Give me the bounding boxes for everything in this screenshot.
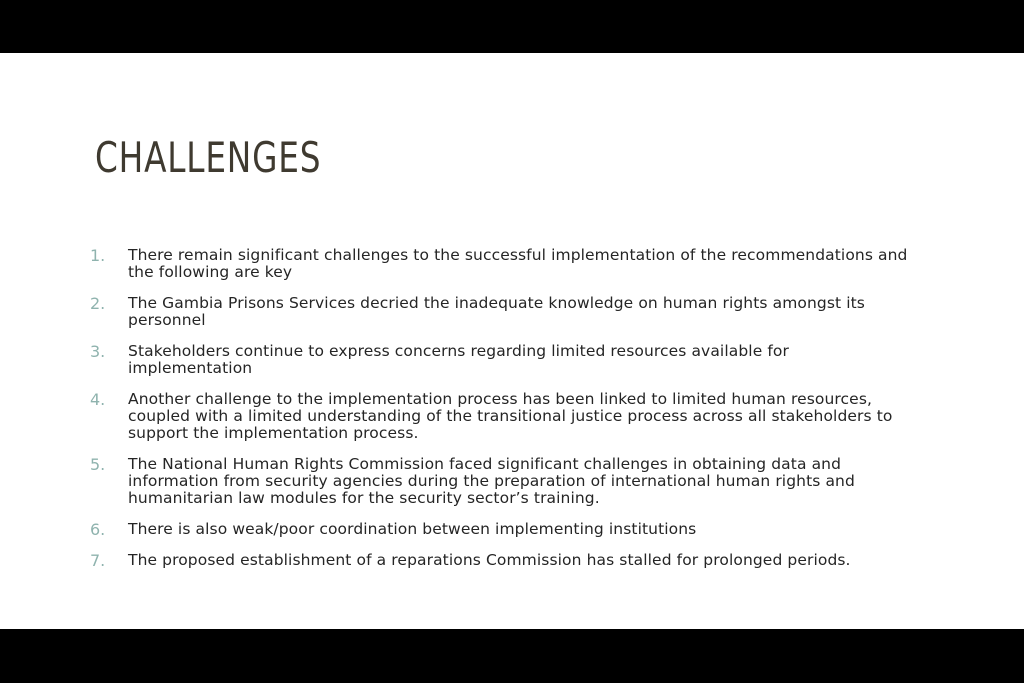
- letterbox-top: [0, 0, 1024, 53]
- list-item: [90, 391, 910, 442]
- list-item-number: 2.: [90, 294, 106, 313]
- list-item-number: 4.: [90, 390, 106, 409]
- list-item-number: 1.: [90, 246, 106, 265]
- list-item: [90, 247, 910, 281]
- letterbox-bottom: [0, 629, 1024, 683]
- list-item-number: 6.: [90, 520, 106, 539]
- list-item-text: There is also weak/poor coordination between implementing institutions: [128, 520, 697, 538]
- list-item-number: 5.: [90, 455, 106, 474]
- list-item-text: Another challenge to the implementation process has been linked to limited human resources, coupled with a limited understanding of the transitional justice process across all stakeholders to support the implementation process.: [128, 390, 893, 442]
- list-item-text: Stakeholders continue to express concerns regarding limited resources available for implementation: [128, 342, 789, 377]
- list-item-text: There remain significant challenges to the successful implementation of the recommendations and the following are key: [128, 246, 908, 281]
- slide[interactable]: [0, 53, 1024, 629]
- list-item-text: The National Human Rights Commission faced significant challenges in obtaining data and information from security agencies during the preparation of international human rights and humanitarian law modules for the security sector’s training.: [128, 455, 855, 507]
- list-item: [90, 456, 910, 507]
- list-item: [90, 521, 910, 538]
- slide-title: CHALLENGES: [95, 133, 322, 182]
- challenges-list: [90, 247, 910, 583]
- list-item-text: The proposed establishment of a reparations Commission has stalled for prolonged periods.: [128, 551, 851, 569]
- list-item: [90, 295, 910, 329]
- list-item-text: The Gambia Prisons Services decried the inadequate knowledge on human rights amongst its personnel: [128, 294, 865, 329]
- list-item: [90, 552, 910, 569]
- list-item-number: 7.: [90, 551, 106, 570]
- list-item-number: 3.: [90, 342, 106, 361]
- list-item: [90, 343, 910, 377]
